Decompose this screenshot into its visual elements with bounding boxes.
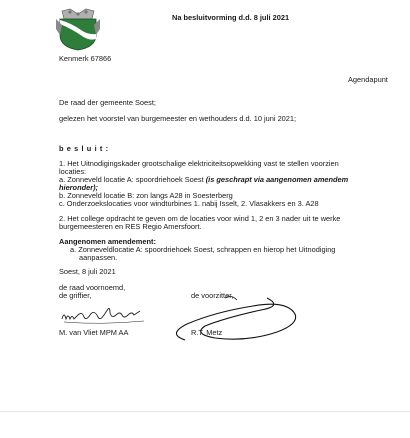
decision-item-1-cont: locaties:: [59, 167, 87, 176]
reference-number: Kenmerk 67866: [59, 54, 112, 63]
amendment-line-cont: aanpassen.: [79, 253, 118, 262]
document-status-title: Na besluitvorming d.d. 8 juli 2021: [172, 13, 290, 22]
decision-item-1: 1. Het Uitnodigingskader grootschalige elektriciteitsopwekking vast te stellen voorzien: [59, 159, 339, 168]
location-a: [59, 176, 348, 185]
clerk-label: de griffier,: [59, 291, 92, 300]
location-a-note: (is geschrapt via aangenomen amendem: [205, 175, 349, 184]
amendment-heading: Aangenomen amendement:: [59, 237, 156, 246]
chairman-signature: [165, 288, 300, 348]
closing-council: de raad voornoemd,: [59, 283, 126, 292]
location-a-note-cont: hieronder);: [59, 183, 99, 192]
intro-read-proposal: gelezen het voorstel van burgemeester en wethouders d.d. 10 juni 2021;: [59, 114, 297, 123]
chairman-label: de voorzitter,: [191, 291, 234, 300]
decision-item-2: 2. Het college opdracht te geven om de locaties voor wind 1, 2 en 3 nader uit te werke: [59, 214, 341, 223]
agenda-item-label: Agendapunt: [348, 75, 388, 84]
clerk-name: M. van Vliet MPM AA: [59, 328, 129, 337]
location-a-text: a. Zonneveld locatie A: spoordriehoek Soest: [59, 175, 206, 184]
municipal-crest-logo: [56, 5, 100, 51]
decision-heading: b e s l u i t :: [59, 144, 109, 153]
location-c: c. Onderzoekslocaties voor windturbines 1. nabij Isselt, 2. Vlasakkers en 3. A28: [59, 199, 319, 208]
clerk-signature: [60, 303, 150, 327]
intro-council: De raad der gemeente Soest;: [59, 98, 156, 107]
page-edge-divider: [0, 411, 410, 412]
decision-item-2-cont: burgemeesteren en RES Regio Amersfoort.: [59, 222, 202, 231]
chairman-name: R.T. Metz: [191, 328, 223, 337]
amendment-line: a. Zonneveldlocatie A: spoordriehoek Soest, schrappen en hierop het Uitnodiging: [70, 245, 336, 254]
closing-date: Soest, 8 juli 2021: [59, 267, 116, 276]
location-b: b. Zonneveld locatie B: zon langs A28 in Soesterberg: [59, 191, 233, 200]
